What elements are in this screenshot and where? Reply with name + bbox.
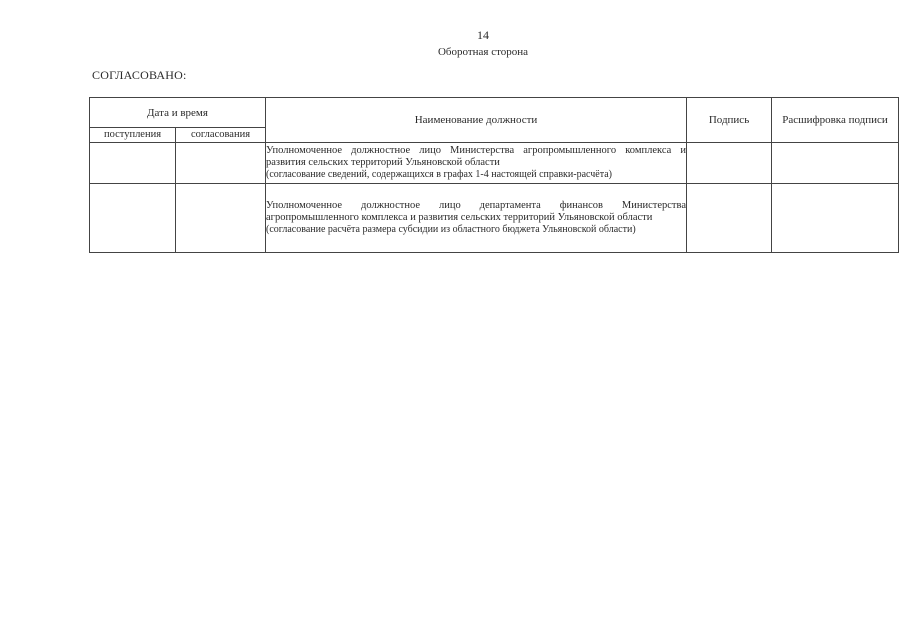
table-row: [90, 184, 899, 253]
position-note: (согласование сведений, содержащихся в графах 1-4 настоящей справки-расчёта): [266, 169, 613, 180]
decoding-header: Расшифровка подписи: [772, 98, 899, 143]
signature-cell[interactable]: [687, 184, 772, 253]
received-cell[interactable]: [90, 143, 176, 184]
page-number: 14: [477, 28, 489, 42]
approval-table: [89, 97, 899, 253]
table-header-row: [90, 98, 899, 128]
position-title: Уполномоченное должностное лицо Министерства агропромышленного комплекса и развития сельских территорий Ульяновской области: [266, 145, 687, 168]
agreed-heading: СОГЛАСОВАНО:: [92, 68, 187, 82]
agreed-cell[interactable]: [176, 143, 266, 184]
received-cell[interactable]: [90, 184, 176, 253]
position-note: (согласование расчёта размера субсидии из областного бюджета Ульяновской области): [266, 224, 636, 235]
position-cell: [266, 184, 687, 253]
page-side-label: Оборотная сторона: [437, 46, 529, 58]
decoding-cell[interactable]: [772, 184, 899, 253]
position-title: Уполномоченное должностное лицо департамента финансов Министерства агропромышленного комплекса и развития сельских территорий Ульяновской области: [266, 200, 687, 223]
agreed-cell[interactable]: [176, 184, 266, 253]
agreed-subheader: согласования: [176, 128, 266, 143]
signature-header: Подпись: [687, 98, 772, 143]
date-time-header: Дата и время: [90, 98, 266, 128]
table-row: [90, 143, 899, 184]
position-header: Наименование должности: [266, 98, 687, 143]
decoding-cell[interactable]: [772, 143, 899, 184]
signature-cell[interactable]: [687, 143, 772, 184]
position-cell: [266, 143, 687, 184]
received-subheader: поступления: [90, 128, 176, 143]
